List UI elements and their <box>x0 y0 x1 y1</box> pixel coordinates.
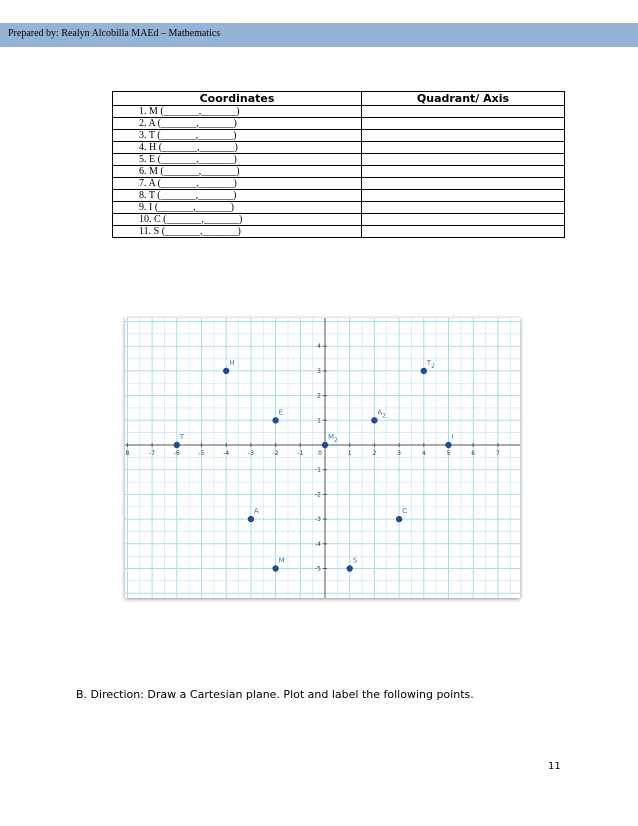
direction-text: B. Direction: Draw a Cartesian plane. Plot and label the following points. <box>76 688 474 701</box>
x-tick-label: 7 <box>495 450 500 457</box>
quadrant-cell[interactable] <box>362 202 565 214</box>
y-tick-label: -1 <box>315 466 321 474</box>
table-header-row <box>113 92 565 106</box>
cartesian-plane-figure <box>125 318 520 598</box>
y-tick-label: -2 <box>315 491 321 499</box>
coordinate-cell: 9. I (_______,_______) <box>113 202 362 214</box>
coordinate-cell: 1. M (_______,_______) <box>113 106 362 118</box>
point-label: S <box>352 556 358 565</box>
x-tick-label: 5 <box>446 450 451 457</box>
x-tick-label: -5 <box>198 450 205 457</box>
quadrant-cell[interactable] <box>362 166 565 178</box>
table-row <box>113 178 565 190</box>
table-row <box>113 226 565 238</box>
point-m2 <box>322 442 328 448</box>
x-tick-label: -4 <box>223 450 230 457</box>
quadrant-cell[interactable] <box>362 106 565 118</box>
coordinate-cell: 11. S (_______,_______) <box>113 226 362 238</box>
point-label: M <box>278 556 285 565</box>
column-header-coordinates: Coordinates <box>113 92 362 106</box>
point-t2 <box>421 368 427 374</box>
coordinate-cell: 3. T (_______,_______) <box>113 130 362 142</box>
y-tick-label: 2 <box>317 392 321 400</box>
coordinate-cell: 2. A (_______,_______) <box>113 118 362 130</box>
quadrant-cell[interactable] <box>362 130 565 142</box>
quadrant-cell[interactable] <box>362 214 565 226</box>
point-label: T <box>179 433 185 441</box>
coordinate-cell: 4. H (_______,_______) <box>113 142 362 154</box>
x-tick-label: -1 <box>297 450 304 457</box>
table-row <box>113 166 565 178</box>
x-tick-label: -7 <box>149 450 156 457</box>
coordinate-cell: 10. C (_______,_______) <box>113 214 362 226</box>
point-i <box>445 442 451 448</box>
table-row <box>113 154 565 166</box>
point-h <box>223 368 229 374</box>
coordinate-cell: 7. A (_______,_______) <box>113 178 362 190</box>
point-label: C <box>402 507 407 516</box>
x-tick-label: 6 <box>471 450 476 457</box>
cartesian-plane <box>125 318 520 598</box>
header-text: Prepared by: Realyn Alcobilla MAEd – Mathematics <box>8 28 221 39</box>
point-label: I <box>451 433 454 441</box>
point-label: T2 <box>426 358 435 370</box>
point-label: E <box>278 408 284 417</box>
coordinates-table <box>112 91 565 238</box>
point-label: H <box>229 358 235 367</box>
y-tick-label: -5 <box>315 565 321 573</box>
table-row <box>113 130 565 142</box>
quadrant-cell[interactable] <box>362 154 565 166</box>
table-row <box>113 190 565 202</box>
quadrant-cell[interactable] <box>362 178 565 190</box>
y-tick-label: -3 <box>315 516 321 524</box>
x-tick-label: 3 <box>397 450 402 457</box>
x-tick-label: -3 <box>247 450 254 457</box>
table-row <box>113 202 565 214</box>
point-m <box>272 565 278 571</box>
x-tick-label: 4 <box>421 450 426 457</box>
quadrant-cell[interactable] <box>362 118 565 130</box>
x-tick-label: 1 <box>347 450 352 457</box>
table-row <box>113 142 565 154</box>
table-row <box>113 214 565 226</box>
x-tick-label: 8 <box>125 450 130 457</box>
y-tick-label: -4 <box>315 540 321 548</box>
coordinate-cell: 6. M (_______,_______) <box>113 166 362 178</box>
point-c <box>396 516 402 522</box>
coordinate-cell: 8. T (_______,_______) <box>113 190 362 202</box>
x-tick-label: -6 <box>173 450 180 457</box>
x-tick-label: -2 <box>272 450 279 457</box>
x-tick-label: 2 <box>372 450 377 457</box>
point-label: M2 <box>328 433 338 444</box>
coordinate-cell: 5. E (_______,_______) <box>113 154 362 166</box>
point-label-subscript: 2 <box>334 437 338 444</box>
point-label: A <box>253 507 259 516</box>
x-tick-label: 0 <box>318 450 322 457</box>
point-e <box>272 417 278 423</box>
point-s <box>347 565 353 571</box>
table-row <box>113 118 565 130</box>
table-row <box>113 106 565 118</box>
point-a2 <box>371 417 377 423</box>
page-number: 11 <box>548 761 561 772</box>
y-tick-label: 4 <box>317 343 321 351</box>
point-label-subscript: 2 <box>431 362 435 370</box>
column-header-quadrant-axis: Quadrant/ Axis <box>362 92 565 106</box>
quadrant-cell[interactable] <box>362 190 565 202</box>
point-label-subscript: 2 <box>382 412 387 420</box>
point-label: A2 <box>377 408 387 420</box>
point-t <box>174 442 180 448</box>
y-tick-label: 3 <box>317 367 321 375</box>
quadrant-cell[interactable] <box>362 226 565 238</box>
quadrant-cell[interactable] <box>362 142 565 154</box>
y-tick-label: 1 <box>317 417 321 425</box>
point-a <box>248 516 254 522</box>
